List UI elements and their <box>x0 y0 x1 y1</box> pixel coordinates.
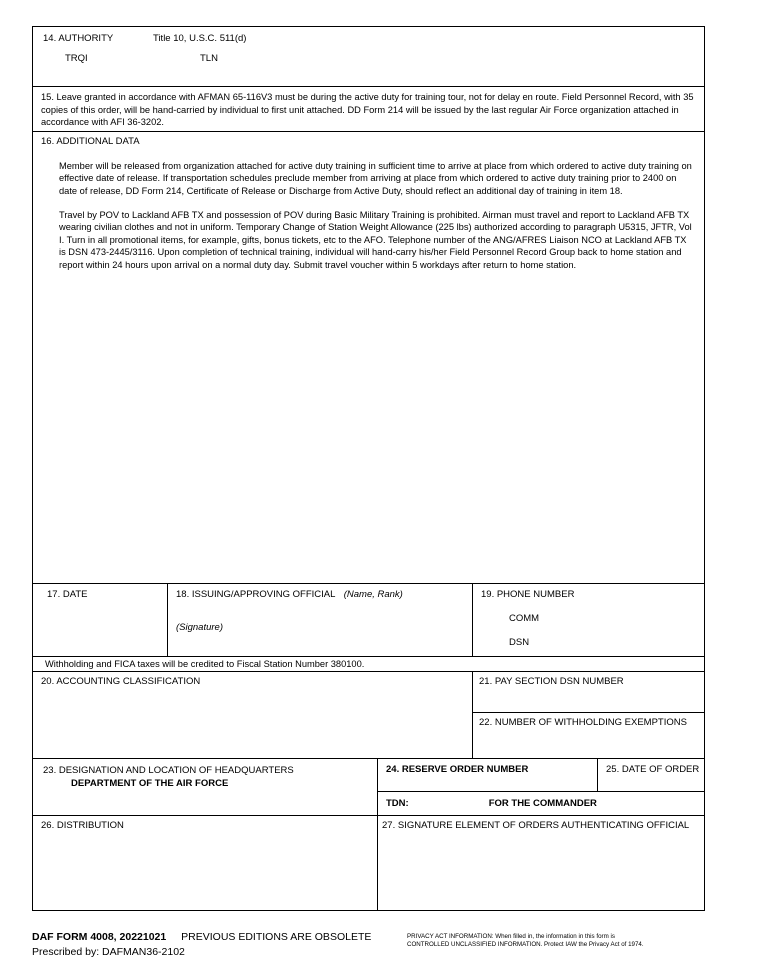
block-20-label: 20. ACCOUNTING CLASSIFICATION <box>41 675 201 687</box>
privacy-act-notice <box>407 930 644 959</box>
row-20-22 <box>33 672 704 759</box>
tdn-row <box>378 792 704 815</box>
column-24-25-tdn <box>378 759 704 815</box>
block-27-label: 27. SIGNATURE ELEMENT OF ORDERS AUTHENTICATING OFFICIAL <box>382 819 690 831</box>
row-17-19 <box>33 584 704 657</box>
privacy-act-line-2: CONTROLLED UNCLASSIFIED INFORMATION. Protect IAW the Privacy Act of 1974. <box>407 941 644 949</box>
for-the-commander-label: FOR THE COMMANDER <box>488 797 597 809</box>
block-23-label: 23. DESIGNATION AND LOCATION OF HEADQUARTERS <box>43 764 294 776</box>
block-22-withholding-exemptions <box>473 713 704 758</box>
footer-prescribed-by: Prescribed by: DAFMAN36-2102 <box>32 946 185 958</box>
privacy-act-line-1: PRIVACY ACT INFORMATION: When filled in, the information in this form is <box>407 933 615 940</box>
block-14-value: Title 10, U.S.C. 511(d) <box>153 33 247 44</box>
block-25-label: 25. DATE OF ORDER <box>606 763 700 775</box>
footer-form-line <box>32 930 407 944</box>
block-14-label: 14. AUTHORITY <box>43 33 114 44</box>
tdn-label: TDN: <box>386 797 409 809</box>
block-14-primary-row <box>43 32 704 45</box>
block-26-label: 26. DISTRIBUTION <box>41 819 124 831</box>
block-19-comm-label: COMM <box>509 612 540 624</box>
block-20-accounting-classification <box>33 672 473 758</box>
block-16-paragraph-2: Travel by POV to Lackland AFB TX and possession of POV during Basic Military Training is prohibited. Airman must travel and report to Lackland AFB TX wearing civilian clothes and not in uniform. Temporary Change of Station Weight Allowance (225 lbs) authorized according to paragraph U5315, JFTR, Vol I. Turn in all promotional items, for example, gifts, bonus tickets, etc to the AFO. Telephone number of the ANG/AFRES Liaison NCO at Lackland AFB TX is DSN 473-2445/3116. Upon completion of technical training, individual will hand-carry his/her Field Personnel Record Group back to home station and report within 24 hours upon arrival on a normal duty day. Submit travel voucher within 5 workdays after return to home station. <box>59 209 692 270</box>
block-15-leave-statement <box>33 87 704 132</box>
block-18-name-rank-hint: (Name, Rank) <box>343 588 403 600</box>
footer-form-id: DAF FORM 4008, 20221021 <box>32 931 167 943</box>
block-19-phone-number <box>473 584 704 656</box>
block-18-signature-hint: (Signature) <box>176 621 223 633</box>
withholding-text: Withholding and FICA taxes will be credited to Fiscal Station Number 380100. <box>45 658 365 669</box>
block-19-label: 19. PHONE NUMBER <box>481 588 575 600</box>
block-22-label: 22. NUMBER OF WITHHOLDING EXEMPTIONS <box>479 716 687 728</box>
row-26-27 <box>33 816 704 910</box>
block-17-date <box>33 584 168 656</box>
block-14-authority <box>33 27 704 87</box>
block-24-label: 24. RESERVE ORDER NUMBER <box>386 763 529 775</box>
block-21-pay-section-dsn <box>473 672 704 713</box>
row-23-25 <box>33 759 704 816</box>
block-26-distribution <box>33 816 378 910</box>
block-25-date-of-order <box>598 759 704 791</box>
withholding-fica-statement <box>33 657 704 672</box>
block-19-dsn-label: DSN <box>509 636 530 648</box>
block-18-issuing-official <box>168 584 473 656</box>
block-23-value: DEPARTMENT OF THE AIR FORCE <box>71 777 229 789</box>
block-24-reserve-order-number <box>378 759 598 791</box>
block-17-label: 17. DATE <box>47 588 88 600</box>
row-24-25 <box>378 759 704 792</box>
block-16-paragraph-1: Member will be released from organization attached for active duty training in sufficient time to arrive at place from which ordered to active duty training on effective date of release. If transportation schedules preclude member from arriving at place from which ordered to active duty training prior to 2400 on date of release, DD Form 214, Certificate of Release or Discharge from Active Duty, should reflect an additional day of training in item 18. <box>59 160 692 196</box>
block-16-additional-data <box>33 132 704 584</box>
block-14-trqi-label: TRQI <box>65 53 88 64</box>
daf-form-4008 <box>32 26 705 911</box>
block-23-headquarters <box>33 759 378 815</box>
footer-previous-editions: PREVIOUS EDITIONS ARE OBSOLETE <box>181 931 372 943</box>
block-14-secondary-row <box>43 52 704 65</box>
footer-left <box>32 930 407 959</box>
block-27-signature-element <box>378 816 704 910</box>
block-16-label: 16. ADDITIONAL DATA <box>41 135 140 147</box>
form-footer <box>32 930 732 959</box>
block-14-tln-label: TLN <box>200 53 218 64</box>
block-18-label: 18. ISSUING/APPROVING OFFICIAL <box>176 588 336 600</box>
column-21-22 <box>473 672 704 758</box>
block-21-label: 21. PAY SECTION DSN NUMBER <box>479 675 624 687</box>
block-15-text: 15. Leave granted in accordance with AFMAN 65-116V3 must be during the active duty for training tour, not for delay en route. Field Personnel Record, with 35 copies of this order, will be hand-carried by individual to first unit attached. DD Form 214 will be issued by the last regular Air Force organization attached in accordance with AFI 36-3202. <box>41 92 694 128</box>
block-16-body <box>33 148 704 272</box>
